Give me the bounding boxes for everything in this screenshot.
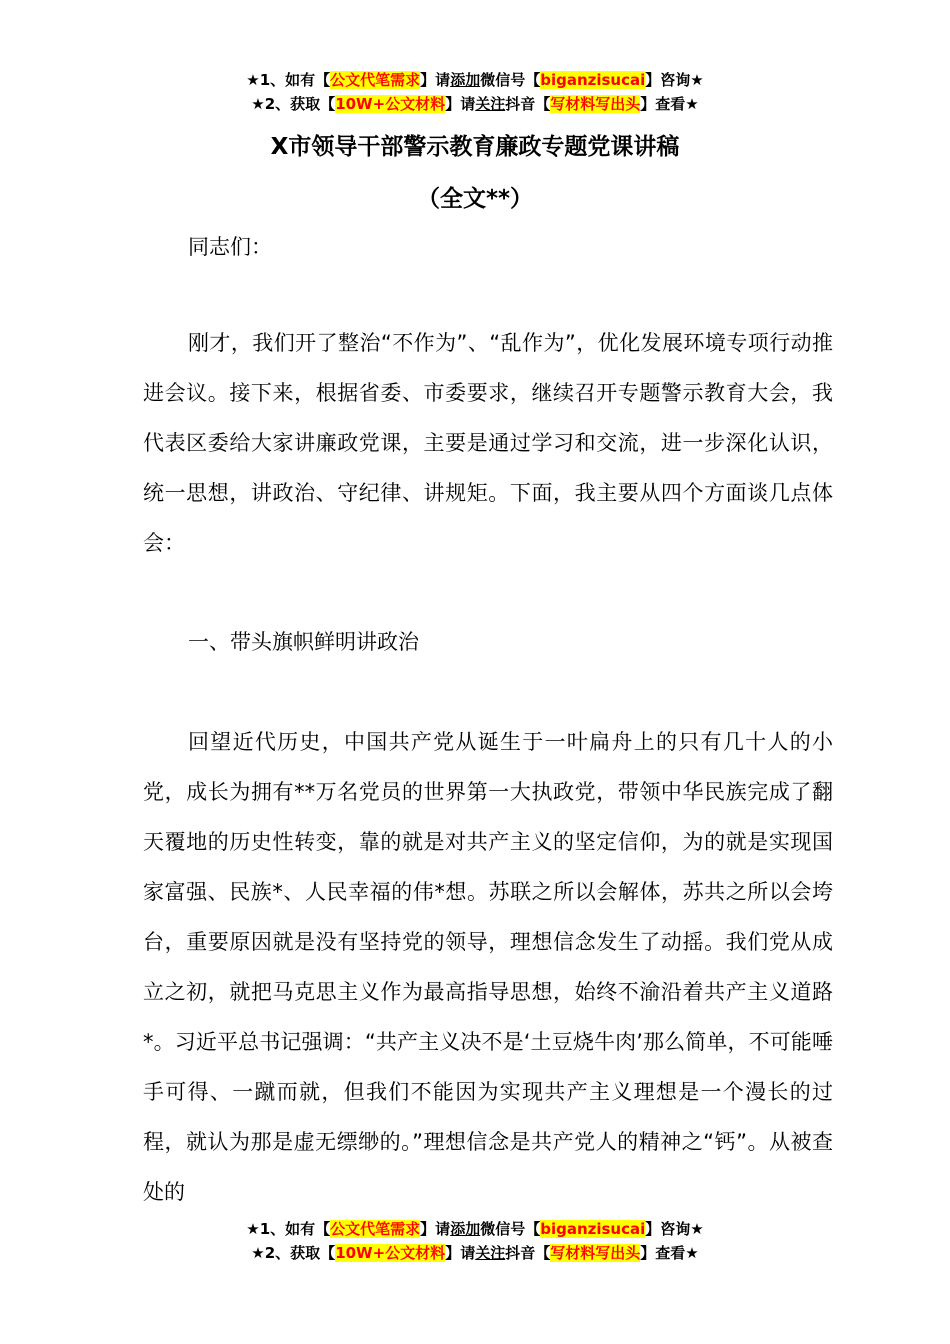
paragraph-intro: 刚才，我们开了整治“不作为”、“乱作为”，优化发展环境专项行动推进会议。接下来，根据省委、市委要求，继续召开专题警示教育大会，我代表区委给大家讲廉政党课，主要是通过学习和交流，进一步深化认识，统一思想，讲政治、守纪律、讲规矩。下面，我主要从四个方面谈几点体会： [143,331,833,555]
top-banner [0,68,950,116]
banner-text: 】查看★ [640,95,699,113]
banner-text: ★1、如有【 [246,1220,331,1238]
banner-line-2 [0,1241,950,1265]
banner-text: 】请 [445,95,476,113]
bottom-banner [0,1217,950,1265]
banner-highlight: biganzisucai [540,1220,646,1238]
banner-text: 】请 [420,1220,451,1238]
document-title: X市领导干部警示教育廉政专题党课讲稿 [270,134,680,160]
banner-underline: 关注 [475,95,506,113]
banner-text: 】查看★ [640,1244,699,1262]
banner-highlight: 公文代笔需求 [330,71,421,89]
banner-text: 】请 [420,71,451,89]
banner-text: 】请 [445,1244,476,1262]
banner-highlight: biganzisucai [540,71,646,89]
banner-highlight: 公文代笔需求 [330,1220,421,1238]
banner-text: 抖音【 [505,95,551,113]
banner-text: 微信号【 [480,71,541,89]
banner-text: ★1、如有【 [246,71,331,89]
banner-line-1 [0,1217,950,1241]
banner-text: 微信号【 [480,1220,541,1238]
banner-text: ★2、获取【 [251,1244,336,1262]
greeting: 同志们： [188,235,272,259]
banner-line-2 [0,92,950,116]
banner-highlight: 写材料写出头 [550,95,641,113]
banner-text: ★2、获取【 [251,95,336,113]
banner-highlight: 10W+公文材料 [335,95,446,113]
banner-highlight: 写材料写出头 [550,1244,641,1262]
banner-highlight: 10W+公文材料 [335,1244,446,1262]
banner-text: 抖音【 [505,1244,551,1262]
banner-underline: 添加 [450,1220,481,1238]
banner-line-1 [0,68,950,92]
banner-text: 】咨询★ [645,71,704,89]
banner-text: 】咨询★ [645,1220,704,1238]
section-heading: 一、带头旗帜鲜明讲政治 [188,630,419,654]
banner-underline: 关注 [475,1244,506,1262]
paragraph-section-1: 回望近代历史，中国共产党从诞生于一叶扁舟上的只有几十人的小党，成长为拥有**万名党员的世界第一大执政党，带领中华民族完成了翻天覆地的历史性转变，靠的就是对共产主义的坚定信仰，为的就是实现国家富强、民族*、人民幸福的伟*想。苏联之所以会解体，苏共之所以会垮台，重要原因就是没有坚持党的领导，理想信念发生了动摇。我们党从成立之初，就把马克思主义作为最高指导思想，始终不渝沿着共产主义道路*。习近平总书记强调：“共产主义决不是‘土豆烧牛肉’那么简单，不可能唾手可得、一蹴而就，但我们不能因为实现共产主义理想是一个漫长的过程，就认为那是虚无缥缈的。”理想信念是共产党人的精神之“钙”。从被查处的 [143,730,833,1204]
banner-underline: 添加 [450,71,481,89]
document-subtitle: （全文**） [416,186,534,212]
